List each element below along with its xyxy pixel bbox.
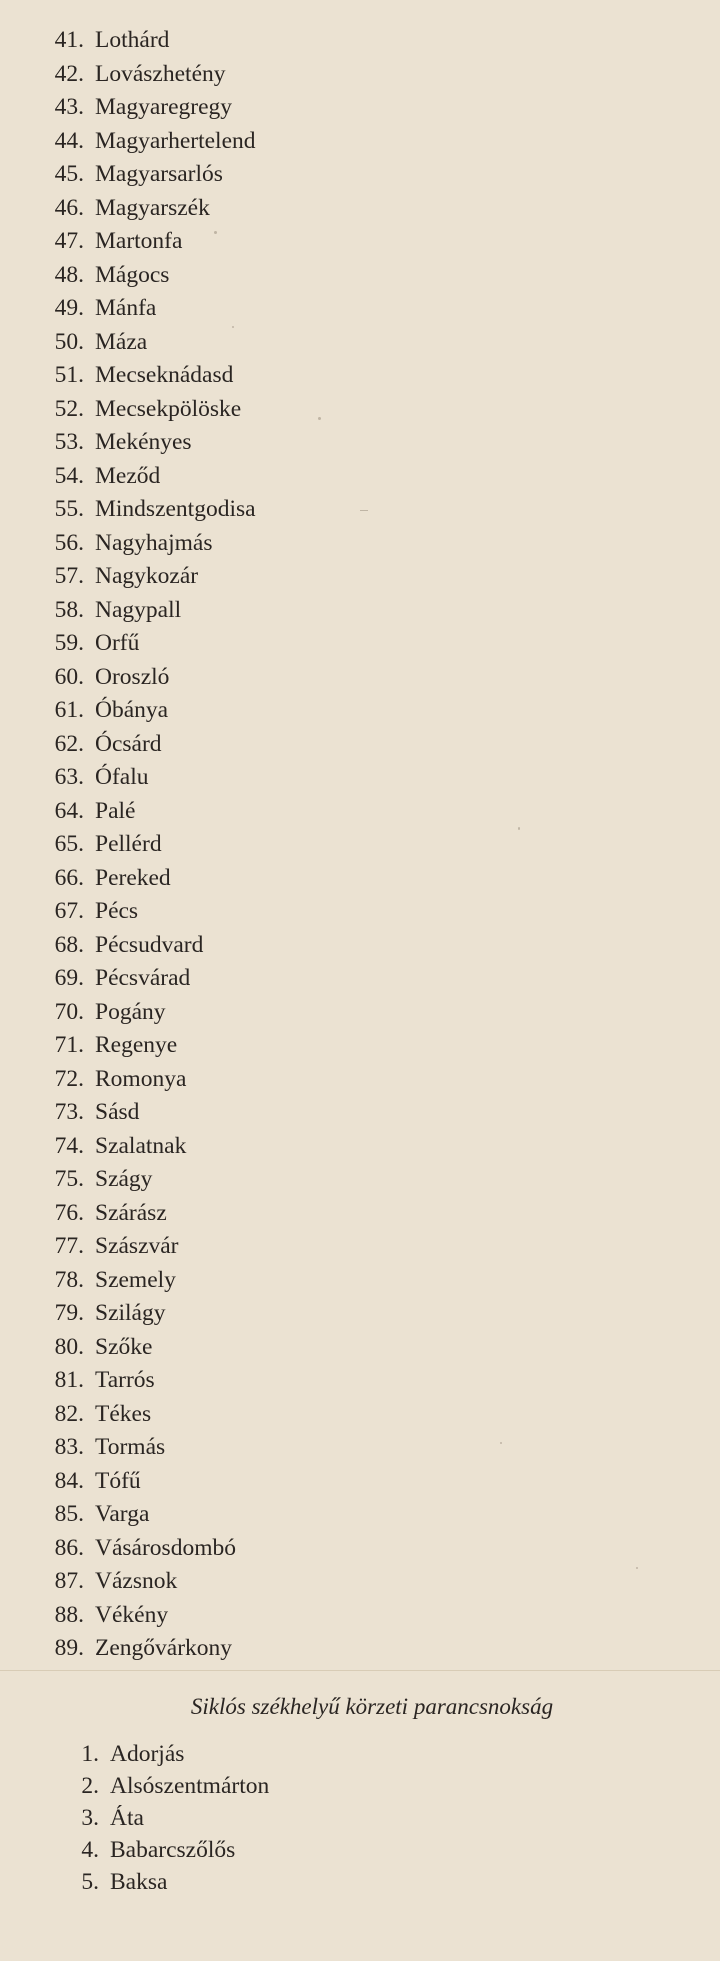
item-name: Pécsvárad [95, 965, 191, 991]
item-number: 62. [54, 730, 84, 757]
list-item [0, 1364, 720, 1398]
list-item [0, 1834, 720, 1866]
item-number: 67. [54, 898, 84, 924]
item-number: 74. [54, 1132, 84, 1159]
item-name: Szárász [95, 1199, 167, 1226]
item-name: Lovászhetény [95, 60, 226, 87]
paper-speck [636, 1567, 638, 1569]
item-name: Tékes [95, 1400, 152, 1427]
item-name: Adorjás [110, 1741, 185, 1767]
item-name: Szemely [95, 1266, 176, 1293]
list-item [0, 1465, 720, 1499]
item-number: 1. [81, 1741, 99, 1767]
item-name: Pogány [95, 998, 166, 1025]
item-number: 51. [54, 362, 84, 388]
paper-speck [518, 827, 520, 830]
list-item [0, 24, 720, 58]
item-name: Romonya [95, 1065, 187, 1092]
item-number: 86. [54, 1534, 84, 1561]
item-name: Mánfa [95, 295, 157, 321]
item-name: Meződ [95, 462, 161, 489]
list-item [0, 1532, 720, 1566]
paper-speck [232, 326, 234, 328]
item-number: 83. [54, 1434, 84, 1460]
item-name: Baksa [110, 1869, 168, 1895]
item-name: Óbánya [95, 697, 169, 723]
list-item [0, 996, 720, 1030]
paper-speck [214, 231, 217, 234]
list-item [0, 1738, 720, 1770]
list-item [0, 1398, 720, 1432]
item-name: Áta [110, 1805, 144, 1831]
section-divider [0, 1670, 720, 1671]
item-name: Szilágy [95, 1300, 166, 1326]
item-name: Babarcszőlős [110, 1837, 236, 1863]
item-number: 78. [54, 1266, 84, 1293]
item-number: 45. [54, 161, 84, 187]
item-name: Tófű [95, 1467, 141, 1494]
item-number: 73. [54, 1099, 84, 1125]
item-name: Pécsudvard [95, 931, 204, 958]
item-name: Pécs [95, 898, 139, 924]
list-item [0, 1802, 720, 1834]
item-number: 55. [54, 496, 84, 522]
item-number: 49. [54, 295, 84, 321]
item-number: 89. [54, 1635, 84, 1661]
item-number: 81. [54, 1367, 84, 1393]
item-number: 72. [54, 1065, 84, 1092]
item-name: Oroszló [95, 663, 170, 690]
siklos-settlement-list [0, 1738, 720, 1898]
item-name: Nagykozár [95, 563, 199, 589]
list-item [0, 728, 720, 762]
item-number: 48. [54, 261, 84, 288]
list-item [0, 962, 720, 996]
item-number: 64. [54, 797, 84, 824]
item-name: Alsószentmárton [110, 1773, 270, 1799]
list-item [0, 393, 720, 427]
item-number: 68. [54, 931, 84, 958]
item-name: Ócsárd [95, 730, 162, 757]
item-number: 71. [54, 1032, 84, 1058]
list-item [0, 1331, 720, 1365]
list-item [0, 359, 720, 393]
item-number: 57. [54, 563, 84, 589]
item-name: Pellérd [95, 831, 162, 857]
list-item [0, 1866, 720, 1898]
item-number: 65. [54, 831, 84, 857]
list-item [0, 862, 720, 896]
item-number: 63. [54, 764, 84, 790]
item-name: Magyarsarlós [95, 161, 223, 187]
item-number: 54. [54, 462, 84, 489]
item-number: 41. [54, 27, 84, 53]
list-item [0, 1498, 720, 1532]
item-number: 85. [54, 1501, 84, 1527]
list-item [0, 1632, 720, 1666]
list-item [0, 1565, 720, 1599]
item-number: 44. [54, 127, 84, 154]
item-name: Szágy [95, 1166, 153, 1192]
item-name: Ófalu [95, 764, 149, 790]
item-number: 60. [54, 663, 84, 690]
list-item [0, 594, 720, 628]
item-number: 70. [54, 998, 84, 1025]
list-item [0, 761, 720, 795]
list-item [0, 1264, 720, 1298]
item-name: Magyaregregy [95, 94, 233, 120]
paper-speck [360, 510, 368, 511]
list-item [0, 1063, 720, 1097]
item-name: Varga [95, 1501, 150, 1527]
item-name: Palé [95, 797, 136, 824]
paper-speck [500, 1442, 502, 1444]
item-name: Martonfa [95, 228, 183, 254]
item-number: 43. [54, 94, 84, 120]
list-item [0, 1163, 720, 1197]
list-item [0, 1096, 720, 1130]
item-name: Lothárd [95, 27, 170, 53]
item-name: Szalatnak [95, 1132, 187, 1159]
list-item [0, 795, 720, 829]
item-number: 76. [54, 1199, 84, 1226]
item-number: 56. [54, 529, 84, 556]
item-name: Mindszentgodisa [95, 496, 256, 522]
list-item [0, 1770, 720, 1802]
item-name: Vékény [95, 1601, 169, 1628]
list-item [0, 292, 720, 326]
item-name: Szőke [95, 1333, 153, 1360]
item-number: 5. [81, 1869, 99, 1895]
item-name: Magyarszék [95, 194, 210, 221]
item-name: Szászvár [95, 1233, 179, 1259]
item-name: Máza [95, 328, 148, 355]
settlement-list-continued [0, 24, 720, 1666]
list-item [0, 1297, 720, 1331]
item-number: 79. [54, 1300, 84, 1326]
item-number: 59. [54, 630, 84, 656]
item-name: Vázsnok [95, 1568, 178, 1594]
section-heading: Siklós székhelyű körzeti parancsnokság [190, 1694, 554, 1719]
list-item [0, 158, 720, 192]
item-name: Tarrós [95, 1367, 155, 1393]
list-item [0, 527, 720, 561]
item-name: Mágocs [95, 261, 170, 288]
list-item [0, 1230, 720, 1264]
list-item [0, 460, 720, 494]
item-name: Nagypall [95, 596, 182, 623]
list-item [0, 694, 720, 728]
item-name: Vásárosdombó [95, 1534, 236, 1561]
list-item [0, 627, 720, 661]
item-number: 46. [54, 194, 84, 221]
list-item [0, 192, 720, 226]
item-name: Mecseknádasd [95, 362, 234, 388]
list-item [0, 1130, 720, 1164]
item-number: 61. [54, 697, 84, 723]
item-number: 2. [81, 1773, 99, 1799]
list-item [0, 828, 720, 862]
item-number: 42. [54, 60, 84, 87]
item-number: 66. [54, 864, 84, 891]
item-name: Orfű [95, 630, 140, 656]
item-number: 50. [54, 328, 84, 355]
list-item [0, 1197, 720, 1231]
list-item [0, 1599, 720, 1633]
list-item [0, 91, 720, 125]
item-number: 82. [54, 1400, 84, 1427]
item-number: 53. [54, 429, 84, 455]
list-item [0, 1431, 720, 1465]
item-number: 84. [54, 1467, 84, 1494]
item-number: 4. [81, 1837, 99, 1863]
item-number: 47. [54, 228, 84, 254]
item-name: Pereked [95, 864, 171, 891]
list-item [0, 225, 720, 259]
item-number: 3. [81, 1805, 99, 1831]
item-name: Tormás [95, 1434, 166, 1460]
item-name: Sásd [95, 1099, 140, 1125]
item-number: 88. [54, 1601, 84, 1628]
list-item [0, 895, 720, 929]
item-name: Mecsekpölöske [95, 395, 242, 422]
list-item [0, 426, 720, 460]
item-name: Mekényes [95, 429, 192, 455]
list-item [0, 1029, 720, 1063]
item-number: 58. [54, 596, 84, 623]
list-item [0, 661, 720, 695]
item-number: 77. [54, 1233, 84, 1259]
item-number: 52. [54, 395, 84, 422]
item-name: Zengővárkony [95, 1635, 233, 1661]
list-item [0, 259, 720, 293]
item-name: Nagyhajmás [95, 529, 213, 556]
list-item [0, 929, 720, 963]
item-name: Regenye [95, 1032, 178, 1058]
item-number: 69. [54, 965, 84, 991]
list-item [0, 560, 720, 594]
paper-speck [318, 417, 321, 420]
item-number: 75. [54, 1166, 84, 1192]
item-name: Magyarhertelend [95, 127, 256, 154]
list-item [0, 326, 720, 360]
item-number: 80. [54, 1333, 84, 1360]
item-number: 87. [54, 1568, 84, 1594]
list-item [0, 58, 720, 92]
list-item [0, 125, 720, 159]
